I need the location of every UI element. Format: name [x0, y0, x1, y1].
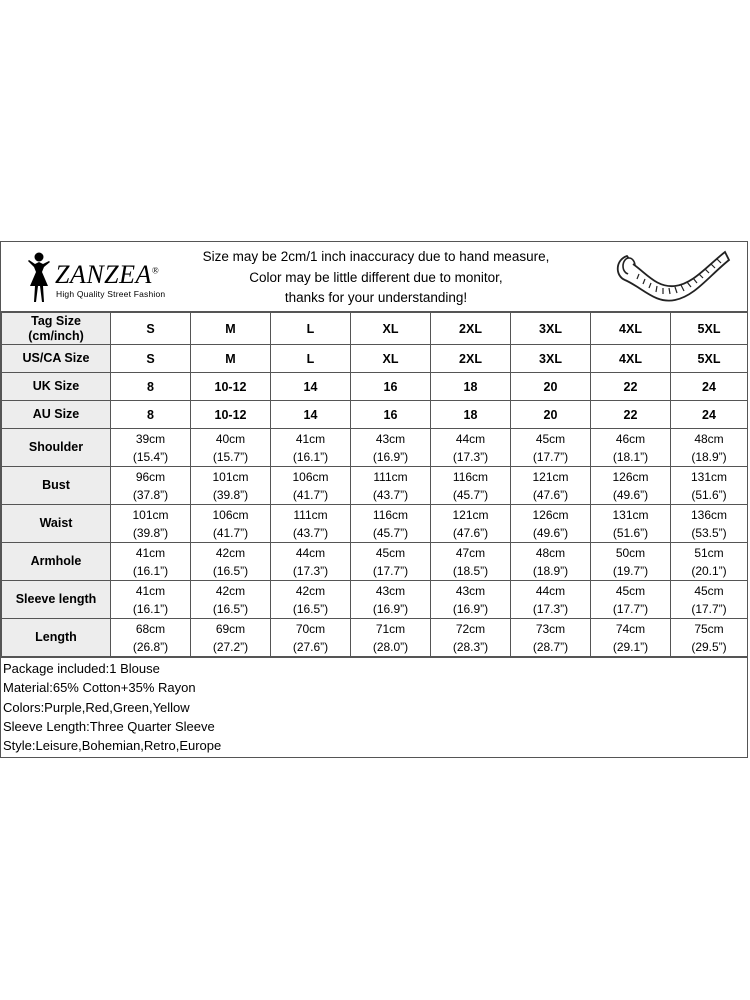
measurement-cm: 121cm: [452, 507, 489, 522]
detail-package: Package included:1 Blouse: [3, 661, 160, 676]
size-cell: 14: [271, 401, 351, 429]
measurement-cell: [111, 429, 191, 467]
tag-size-cell: XL: [351, 313, 431, 345]
row-label: Bust: [2, 467, 111, 505]
measurement-cell: [431, 581, 511, 619]
measurement-inch: (53.5”): [691, 525, 727, 540]
measurement-cm: 111cm: [293, 507, 328, 522]
measurement-cm: 43cm: [375, 431, 406, 446]
measurement-inch: (19.7”): [612, 563, 649, 578]
measurement-inch: (27.6”): [292, 639, 329, 654]
measurement-cm: 101cm: [132, 507, 169, 522]
measurement-cell: [511, 543, 591, 581]
measurement-inch: (47.6”): [532, 487, 569, 502]
measurement-cell: [351, 619, 431, 657]
row-label: UK Size: [2, 373, 111, 401]
measurement-inch: (18.5”): [452, 563, 489, 578]
measurement-cell: [271, 467, 351, 505]
measurement-inch: (49.6”): [612, 487, 649, 502]
size-cell: 2XL: [431, 345, 511, 373]
table-row: [2, 313, 748, 345]
measurement-cell: [271, 581, 351, 619]
measurement-cell: [351, 543, 431, 581]
measurement-inch: (17.3”): [452, 449, 489, 464]
size-cell: 4XL: [591, 345, 671, 373]
table-row: [2, 401, 748, 429]
measurement-inch: (18.9”): [532, 563, 569, 578]
measurement-inch: (26.8”): [132, 639, 169, 654]
woman-silhouette-icon: [25, 250, 55, 304]
size-cell: 3XL: [511, 345, 591, 373]
measurement-inch: (43.7”): [372, 487, 409, 502]
size-cell: 16: [351, 373, 431, 401]
size-cell: 22: [591, 401, 671, 429]
measurement-cm: 43cm: [375, 583, 406, 598]
size-cell: 14: [271, 373, 351, 401]
measurement-cm: 45cm: [375, 545, 406, 560]
row-label: Sleeve length: [2, 581, 111, 619]
measurement-cm: 69cm: [215, 621, 246, 636]
measurement-cell: [511, 619, 591, 657]
measurement-inch: (28.3”): [452, 639, 489, 654]
tag-size-cell: 4XL: [591, 313, 671, 345]
measurement-cm: 47cm: [455, 545, 486, 560]
measurement-cm: 106cm: [212, 507, 249, 522]
measurement-cm: 39cm: [135, 431, 166, 446]
measurement-cell: [191, 543, 271, 581]
measurement-cm: 42cm: [215, 583, 246, 598]
table-row: [2, 467, 748, 505]
measurement-inch: (15.7”): [212, 449, 249, 464]
size-cell: 10-12: [191, 401, 271, 429]
row-label: Waist: [2, 505, 111, 543]
measurement-cell: [111, 505, 191, 543]
table-row: [2, 543, 748, 581]
measurement-cell: [431, 619, 511, 657]
measurement-cm: 48cm: [535, 545, 566, 560]
measurement-inch: (16.1”): [292, 449, 329, 464]
measurement-cm: 42cm: [215, 545, 246, 560]
table-row: [2, 581, 748, 619]
measurement-cm: 131cm: [690, 469, 728, 484]
measurement-cm: 74cm: [615, 621, 646, 636]
row-label: Tag Size (cm/inch): [2, 313, 111, 345]
tag-size-cell: L: [271, 313, 351, 345]
brand-name: ZANZEA®: [55, 260, 160, 289]
measurement-cm: 72cm: [455, 621, 486, 636]
row-label: US/CA Size: [2, 345, 111, 373]
size-cell: 20: [511, 401, 591, 429]
measurement-cm: 116cm: [452, 469, 489, 484]
measurement-inch: (28.0”): [372, 639, 409, 654]
size-cell: 18: [431, 373, 511, 401]
measurement-cm: 41cm: [135, 583, 166, 598]
measurement-inch: (15.4”): [132, 449, 169, 464]
measurement-cell: [191, 429, 271, 467]
measurement-inch: (29.1”): [612, 639, 649, 654]
measurement-cell: [271, 619, 351, 657]
measurement-inch: (16.5”): [292, 601, 329, 616]
measurement-inch: (17.7”): [691, 601, 727, 616]
measurement-cm: 45cm: [615, 583, 646, 598]
measurement-cell: [511, 581, 591, 619]
measurement-cell: [191, 467, 271, 505]
size-cell: 22: [591, 373, 671, 401]
size-cell: 20: [511, 373, 591, 401]
brand-logo: [23, 248, 183, 304]
measurement-inch: (17.7”): [612, 601, 649, 616]
measurement-cell: [671, 543, 748, 581]
measurement-cell: [431, 429, 511, 467]
size-cell: S: [111, 345, 191, 373]
size-cell: 16: [351, 401, 431, 429]
measurement-inch: (16.9”): [372, 601, 409, 616]
measurement-inch: (16.5”): [212, 601, 249, 616]
measurement-cm: 96cm: [135, 469, 166, 484]
measurement-cell: [591, 467, 671, 505]
size-cell: 24: [671, 373, 748, 401]
measurement-cell: [351, 581, 431, 619]
measurement-cell: [191, 581, 271, 619]
size-cell: M: [191, 345, 271, 373]
measurement-inch: (17.7”): [372, 563, 409, 578]
notice-line: thanks for your understanding!: [284, 290, 468, 305]
notice-line: Color may be little different due to monitor,: [249, 269, 503, 285]
size-cell: 8: [111, 401, 191, 429]
measurement-cm: 106cm: [292, 469, 329, 484]
measurement-cm: 50cm: [615, 545, 646, 560]
measurement-inch: (47.6”): [452, 525, 489, 540]
product-details: [1, 657, 747, 755]
measurement-cm: 43cm: [455, 583, 486, 598]
measurement-inch: (45.7”): [372, 525, 409, 540]
measurement-inch: (39.8”): [132, 525, 169, 540]
measurement-inch: (17.7”): [532, 449, 569, 464]
measurement-cell: [511, 429, 591, 467]
measurement-cell: [671, 429, 748, 467]
size-cell: 5XL: [671, 345, 748, 373]
size-cell: L: [271, 345, 351, 373]
measurement-cm: 41cm: [295, 431, 326, 446]
measurement-cell: [431, 505, 511, 543]
measurement-cell: [671, 581, 748, 619]
measurement-cm: 45cm: [694, 583, 724, 598]
measurement-inch: (18.1”): [612, 449, 649, 464]
tag-size-cell: 2XL: [431, 313, 511, 345]
measurement-cm: 70cm: [295, 621, 326, 636]
table-row: [2, 345, 748, 373]
measurement-cell: [271, 505, 351, 543]
measurement-inch: (29.5”): [691, 639, 727, 654]
measurement-cell: [591, 581, 671, 619]
tag-size-cell: 5XL: [671, 313, 748, 345]
measuring-tape-icon: [613, 246, 733, 308]
row-label: Armhole: [2, 543, 111, 581]
measurement-inch: (51.6”): [691, 487, 727, 502]
measurement-cell: [431, 467, 511, 505]
measurement-cm: 44cm: [455, 431, 486, 446]
measurement-cell: [191, 619, 271, 657]
measurement-cell: [111, 619, 191, 657]
measurement-cm: 126cm: [532, 507, 569, 522]
measurement-cm: 73cm: [535, 621, 566, 636]
chart-header: [1, 242, 747, 312]
tag-size-cell: 3XL: [511, 313, 591, 345]
size-table: [1, 312, 748, 657]
measurement-notice: [181, 247, 571, 309]
measurement-cm: 111cm: [373, 469, 408, 484]
size-cell: XL: [351, 345, 431, 373]
table-row: [2, 429, 748, 467]
table-row: [2, 373, 748, 401]
row-label: AU Size: [2, 401, 111, 429]
measurement-cell: [271, 543, 351, 581]
measurement-cell: [111, 581, 191, 619]
measurement-cell: [511, 467, 591, 505]
measurement-cm: 101cm: [212, 469, 249, 484]
size-cell: 24: [671, 401, 748, 429]
measurement-cell: [431, 543, 511, 581]
measurement-cell: [191, 505, 271, 543]
row-label: Shoulder: [2, 429, 111, 467]
detail-colors: Colors:Purple,Red,Green,Yellow: [3, 699, 190, 715]
table-row: [2, 505, 748, 543]
measurement-cell: [591, 543, 671, 581]
measurement-cm: 46cm: [615, 431, 646, 446]
measurement-cell: [511, 505, 591, 543]
measurement-cm: 41cm: [135, 545, 166, 560]
measurement-cm: 45cm: [535, 431, 566, 446]
measurement-inch: (18.9”): [691, 449, 727, 464]
measurement-inch: (16.5”): [212, 563, 249, 578]
row-label: Length: [2, 619, 111, 657]
measurement-inch: (45.7”): [452, 487, 489, 502]
measurement-inch: (20.1”): [691, 563, 727, 578]
measurement-inch: (16.9”): [452, 601, 489, 616]
measurement-cm: 131cm: [612, 507, 649, 522]
measurement-cm: 48cm: [694, 431, 724, 446]
measurement-cell: [671, 505, 748, 543]
brand-tagline: High Quality Street Fashion: [56, 289, 166, 299]
measurement-cm: 136cm: [690, 507, 728, 522]
measurement-inch: (17.3”): [292, 563, 329, 578]
size-chart: [0, 241, 748, 758]
measurement-cm: 44cm: [295, 545, 326, 560]
measurement-inch: (27.2”): [212, 639, 249, 654]
measurement-inch: (28.7”): [532, 639, 569, 654]
measurement-inch: (43.7”): [292, 525, 329, 540]
tag-size-cell: S: [111, 313, 191, 345]
measurement-cell: [351, 429, 431, 467]
measurement-cm: 42cm: [295, 583, 326, 598]
measurement-cm: 75cm: [694, 621, 724, 636]
detail-material: Material:65% Cotton+35% Rayon: [3, 680, 196, 696]
measurement-cell: [671, 619, 748, 657]
measurement-cell: [111, 467, 191, 505]
detail-style: Style:Leisure,Bohemian,Retro,Europe: [3, 738, 222, 754]
measurement-inch: (49.6”): [532, 525, 569, 540]
measurement-cm: 121cm: [532, 469, 569, 484]
measurement-inch: (16.9”): [372, 449, 409, 464]
measurement-inch: (17.3”): [532, 601, 569, 616]
measurement-inch: (51.6”): [612, 525, 649, 540]
measurement-cm: 71cm: [375, 621, 406, 636]
measurement-cm: 51cm: [694, 545, 724, 560]
measurement-cell: [351, 467, 431, 505]
measurement-cell: [591, 619, 671, 657]
measurement-inch: (37.8”): [132, 487, 169, 502]
measurement-cm: 40cm: [215, 431, 246, 446]
notice-line: Size may be 2cm/1 inch inaccuracy due to hand measure,: [202, 249, 550, 264]
size-cell: 10-12: [191, 373, 271, 401]
measurement-inch: (41.7”): [212, 525, 249, 540]
size-cell: 8: [111, 373, 191, 401]
measurement-cell: [111, 543, 191, 581]
measurement-cm: 116cm: [372, 507, 409, 522]
table-row: [2, 619, 748, 657]
measurement-cell: [591, 429, 671, 467]
measurement-cell: [591, 505, 671, 543]
measurement-cm: 126cm: [612, 469, 649, 484]
measurement-inch: (16.1”): [132, 563, 169, 578]
measurement-inch: (39.8”): [212, 487, 249, 502]
measurement-inch: (16.1”): [132, 601, 169, 616]
measurement-inch: (41.7”): [292, 487, 329, 502]
detail-sleeve-length: Sleeve Length:Three Quarter Sleeve: [3, 718, 215, 734]
size-cell: 18: [431, 401, 511, 429]
measurement-cm: 68cm: [135, 621, 166, 636]
measurement-cell: [671, 467, 748, 505]
measurement-cell: [271, 429, 351, 467]
tag-size-cell: M: [191, 313, 271, 345]
measurement-cm: 44cm: [535, 583, 566, 598]
measurement-cell: [351, 505, 431, 543]
